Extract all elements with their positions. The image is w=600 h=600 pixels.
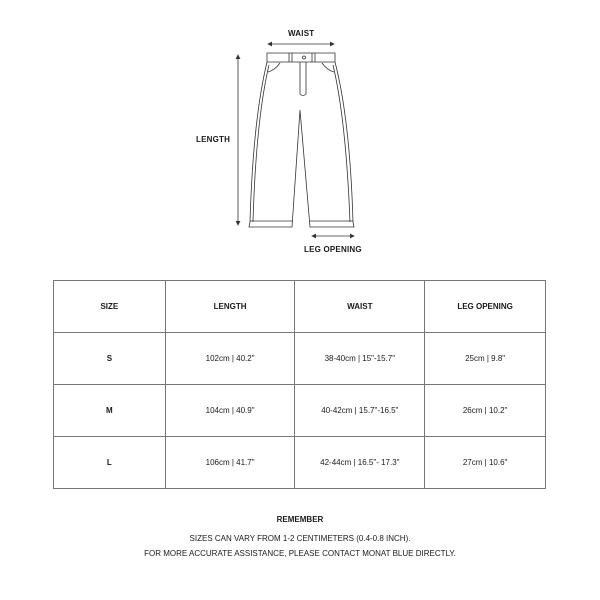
header-leg-opening: LEG OPENING <box>425 281 546 333</box>
leg-opening-cell: 25cm | 9.8" <box>425 333 546 385</box>
header-size: SIZE <box>54 281 166 333</box>
leg-opening-cell: 26cm | 10.2" <box>425 385 546 437</box>
length-label: LENGTH <box>196 135 231 144</box>
length-cell: 104cm | 40.9" <box>165 385 295 437</box>
header-length: LENGTH <box>165 281 295 333</box>
size-chart-table <box>53 280 546 489</box>
pants-illustration <box>0 0 600 260</box>
waist-cell: 40-42cm | 15.7"-16.5" <box>295 385 425 437</box>
waist-label: WAIST <box>288 29 315 38</box>
leg-opening-cell: 27cm | 10.6" <box>425 437 546 489</box>
notes-line-2: FOR MORE ACCURATE ASSISTANCE, PLEASE CONTACT MONAT BLUE DIRECTLY. <box>144 549 456 558</box>
table-row <box>54 385 546 437</box>
length-cell: 102cm | 40.2" <box>165 333 295 385</box>
header-waist: WAIST <box>295 281 425 333</box>
table-row <box>54 333 546 385</box>
size-cell: S <box>54 333 166 385</box>
leg-opening-label: LEG OPENING <box>304 245 362 254</box>
table-header-row <box>54 281 546 333</box>
length-cell: 106cm | 41.7" <box>165 437 295 489</box>
size-cell: M <box>54 385 166 437</box>
waist-cell: 42-44cm | 16.5"- 17.3" <box>295 437 425 489</box>
pants-outline <box>249 53 354 227</box>
notes-title: REMEMBER <box>276 515 324 524</box>
table-row <box>54 437 546 489</box>
notes-line-1: SIZES CAN VARY FROM 1-2 CENTIMETERS (0.4-0.8 INCH). <box>189 534 411 543</box>
size-cell: L <box>54 437 166 489</box>
waist-cell: 38-40cm | 15"-15.7" <box>295 333 425 385</box>
